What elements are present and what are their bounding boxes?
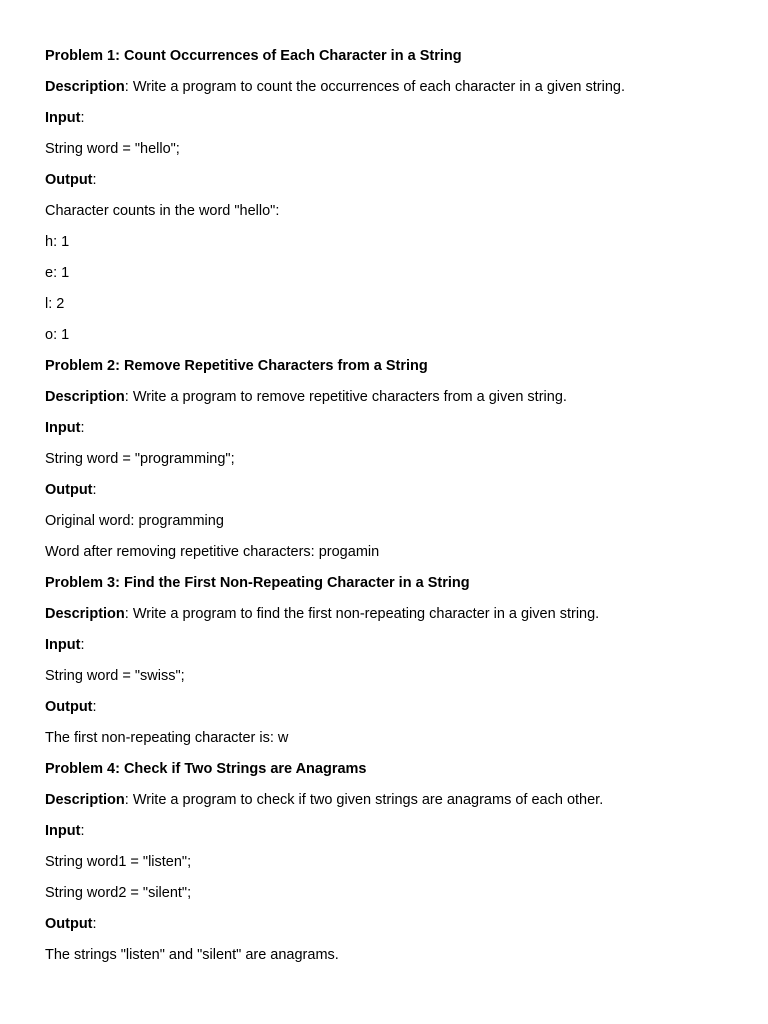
colon: :	[92, 482, 97, 498]
output-label: Output	[45, 699, 93, 715]
input-label: Input	[45, 110, 81, 126]
input-line: String word = "programming";	[45, 451, 235, 467]
colon: :	[80, 823, 85, 839]
description-label: Description	[45, 606, 125, 622]
description-line-text: : Write a program to remove repetitive characters from a given string.	[124, 389, 567, 405]
output-line: Original word: programming	[45, 513, 224, 529]
output-line: Word after removing repetitive characters: progamin	[45, 544, 380, 560]
colon: :	[92, 172, 97, 188]
colon: :	[80, 110, 85, 126]
input-heading	[45, 108, 745, 139]
output-label: Output	[45, 482, 93, 498]
output-line: o: 1	[45, 327, 70, 343]
input-line: String word1 = "listen";	[45, 854, 192, 870]
output-heading	[45, 480, 745, 511]
output-line: Character counts in the word "hello":	[45, 203, 280, 219]
description-line-text: : Write a program to count the occurrences of each character in a given string.	[124, 79, 625, 95]
input-label: Input	[45, 637, 81, 653]
input-label: Input	[45, 823, 81, 839]
input-line: String word = "swiss";	[45, 668, 185, 684]
description-line-text: : Write a program to find the first non-repeating character in a given string.	[124, 606, 600, 622]
description-label: Description	[45, 79, 125, 95]
problem-section	[45, 356, 745, 573]
description-line	[45, 77, 745, 108]
description-line-text: : Write a program to check if two given strings are anagrams of each other.	[124, 792, 604, 808]
problem-section	[45, 759, 745, 976]
output-label: Output	[45, 172, 93, 188]
problem-section	[45, 573, 745, 759]
description-label: Description	[45, 792, 125, 808]
output-heading	[45, 170, 745, 201]
output-label: Output	[45, 916, 93, 932]
input-label: Input	[45, 420, 81, 436]
output-line: The strings "listen" and "silent" are anagrams.	[45, 947, 339, 963]
output-line: h: 1	[45, 234, 70, 250]
document-body	[45, 46, 745, 976]
input-line: String word2 = "silent";	[45, 885, 192, 901]
colon: :	[80, 420, 85, 436]
description-label: Description	[45, 389, 125, 405]
problem-section	[45, 46, 745, 356]
problem-title: Problem 1: Count Occurrences of Each Character in a String	[45, 48, 462, 64]
problem-title: Problem 2: Remove Repetitive Characters from a String	[45, 358, 428, 374]
input-heading	[45, 821, 745, 852]
output-line: The first non-repeating character is: w	[45, 730, 289, 746]
output-heading	[45, 914, 745, 945]
input-heading	[45, 635, 745, 666]
problem-title: Problem 3: Find the First Non-Repeating Character in a String	[45, 575, 470, 591]
colon: :	[92, 916, 97, 932]
description-line	[45, 790, 745, 821]
colon: :	[92, 699, 97, 715]
output-line: e: 1	[45, 265, 70, 281]
colon: :	[80, 637, 85, 653]
description-line	[45, 387, 745, 418]
description-line	[45, 604, 745, 635]
problem-title: Problem 4: Check if Two Strings are Anagrams	[45, 761, 367, 777]
output-heading	[45, 697, 745, 728]
input-heading	[45, 418, 745, 449]
input-line: String word = "hello";	[45, 141, 180, 157]
output-line: l: 2	[45, 296, 65, 312]
